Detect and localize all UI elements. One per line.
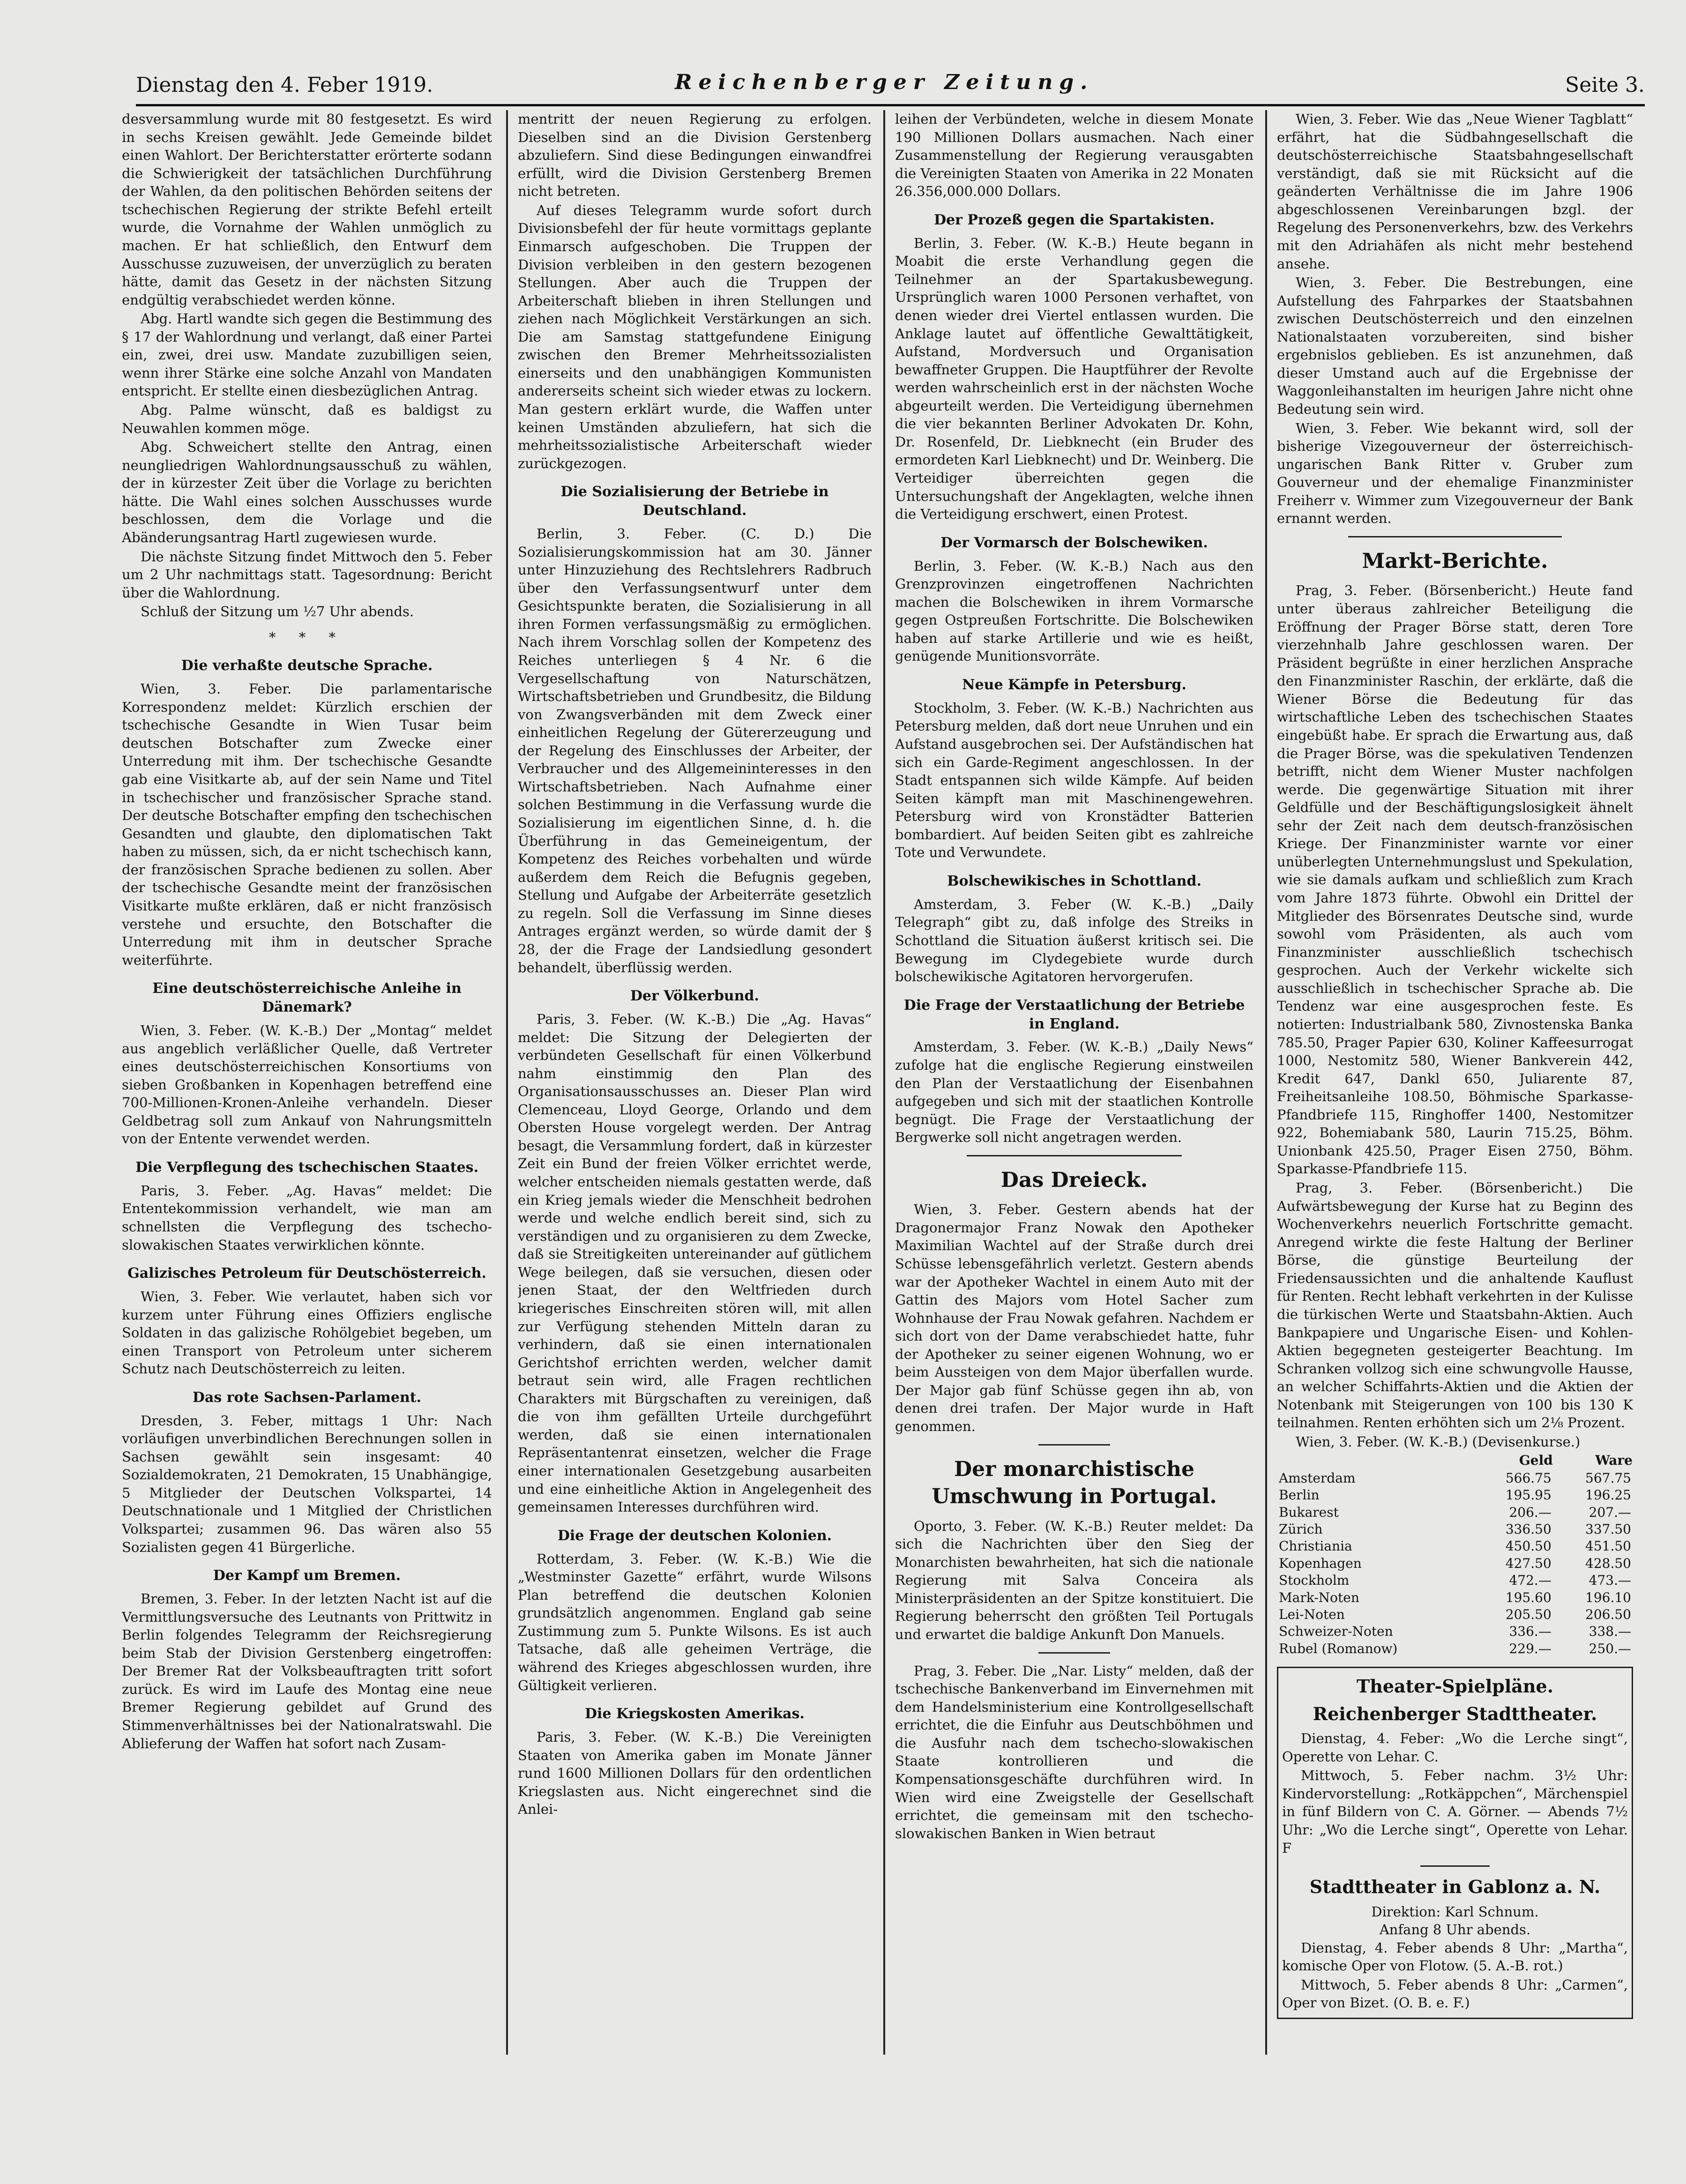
article-text: Stockholm, 3. Feber. (W. K.-B.) Nachrichten aus Petersburg melden, daß dort neue Unruhen und ein Aufstand ausgebrochen sei. Der Aufständischen hat sich ein Garde-Regiment angeschlossen. In der Stadt entspannen sich wilde Kämpfe. Auf beiden Seiten kämpft man mit Maschinengewehren. Petersburg wird von Kronstädter Batterien bombardiert. Auf beiden Seiten gibt es zahlreiche Tote und Verwundete. (895, 700, 1253, 861)
table-cell: Schweizer-Noten (1279, 1624, 1393, 1640)
table-cell: 337.50 (1585, 1521, 1631, 1537)
article-text: Abg. Hartl wandte sich gegen die Bestimmung des § 17 der Wahlordnung und verlangt, daß einer Partei ein, zwei, drei usw. Mandate zuzubilligen seien, wenn ihrer Stärke eine solche Anzahl von Mandaten entspricht. Er stellte einen diesbezüglichen Antrag. (122, 311, 492, 399)
table-cell: 336.— (1509, 1624, 1552, 1640)
page-number: Seite 3. (1565, 73, 1645, 97)
table-cell: 428.50 (1585, 1555, 1631, 1571)
article-text: Berlin, 3. Feber. (W. K.-B.) Nach aus den Grenzprovinzen eingetroffenen Nachrichten machen die Bolschewiken in ihrem Vormarsche gegen Ostpreußen Fortschritte. Die Bolschewiken haben auf starke Artillerie und wie es heißt, genügende Munitionsvorräte. (895, 558, 1253, 664)
headline-large: Der monarchistische Umschwung in Portugal. (932, 1457, 1217, 1509)
article-text: desversammlung wurde mit 80 festgesetzt. Es wird in sechs Kreisen gewählt. Jede Gemeinde bildet einen Wahlort. Der Berichterstatter erörterte sodann die Schwierigkeit der tatsächlichen Durchführung der Wahlen, da den politischen Behörden seitens der tschechischen Regierung der strikte Befehl erteilt wurde, die Vornahme der Wahlen unmöglich zu machen. Er hat schließlich, den Entwurf dem Ausschusse zuzuweisen, der unverzüglich zu beraten hätte, damit das Gesetz in der nächsten Sitzung endgültig verabschiedet werden könne. (122, 111, 492, 308)
column-divider (883, 110, 885, 2055)
table-row (1277, 1606, 1633, 1623)
table-cell: Mark-Noten (1279, 1589, 1359, 1605)
article-text: Berlin, 3. Feber. (C. D.) Die Sozialisierungskommission hat am 30. Jänner unter Hinzuziehung des Rechtslehrers Radbruch über den Verfassungsentwurf unter dem Gesichtspunkte beraten, die Sozialisierung in all ihren Formen verfassungsmäßig zu ermöglichen. Nach ihrem Vorschlag sollen der Kompetenz des Reiches unterliegen § 4 Nr. 6 die Vergesellschaftung von Naturschätzen, Wirtschaftsbetrieben und Grundbesitz, die Bildung von Zwangsverbänden mit dem Zweck einer einheitlichen Regelung der Gütererzeugung und der Regelung des Einschlusses der Arbeiter, der Verbraucher und des Allgemeininteresses in den Wirtschaftsbetrieben. Nach Aufnahme einer solchen Bestimmung in die Verfassung wurde die Sozialisierung im eigentlichen Sinne, d. h. die Überführung in das Gemeineigentum, der Kompetenz des Reiches vorbehalten und würde außerdem dem Reich die Befugnis gegeben, Stellung und Aufgabe der Arbeiterräte gesetzlich zu regeln. Soll die Verfassung im Sinne dieses Antrages ergänzt werden, so würde damit der § 28, der die Frage der Landsiedlung gesondert behandelt, überflüssig werden. (518, 526, 872, 976)
table-cell: Christiania (1279, 1538, 1352, 1554)
article-text: Wien, 3. Feber. (W. K.-B.) (Devisenkurse.) (1296, 1433, 1581, 1450)
playbill-entry: Dienstag, 4. Feber: „Wo die Lerche singt“, Operette von Lehar. C. (1282, 1730, 1628, 1765)
headline: Neue Kämpfe in Petersburg. (962, 676, 1186, 693)
article-text: Wien, 3. Feber. Wie das „Neue Wiener Tagblatt“ erfährt, hat die Südbahngesellschaft die deutschösterreichische Staatsbahngesellschaft verständigt, daß sie mit Rücksicht auf die geänderten Verhältnisse die im Jahre 1906 abgeschlossenen Vereinbarungen bzgl. der Regelung des Personenverkehrs, bzw. des Verkehrs mit den Adriahäfen als nicht mehr bestehend ansehe. (1277, 111, 1633, 272)
headline: Eine deutschösterreichische Anleihe in Dänemark? (152, 980, 462, 1016)
table-cell: 567.75 (1585, 1470, 1631, 1486)
article-text: Paris, 3. Feber. (W. K.-B.) Die „Ag. Havas“ meldet: Die Sitzung der Delegierten der verbündeten Gesellschaft für einen Völkerbund nahm einstimmig den Plan des Organisationsausschusses an. Dieser Plan wird Clemenceau, Lloyd George, Orlando und dem Obersten House vorgelegt werden. Der Antrag besagt, die Versammlung fordert, daß in kürzester Zeit ein Bund der freien Völker errichtet werde, welcher entscheiden niemals gestatten werde, daß ein Krieg jemals wieder die Menschheit bedrohen werde und welche endlich bereit sind, sich zu verständigen und zu organisieren zu dem Zwecke, daß sie Streitigkeiten untereinander auf gütlichem Wege beilegen, daß sie versuchen, diesen oder jenen Staat, der den Weltfrieden durch kriegerisches Einschreiten stören will, mit allen zur Verfügung stehenden Mitteln daran zu verhindern, daß sie einen internationalen Gerichtshof errichten werden, welcher damit betraut sein wird, alle Fragen rechtlichen Charakters mit Bürgschaften zu vereinigen, daß die von ihm gefällten Urteile durchgeführt werden, daß sie einen internationalen Repräsentantenrat einsetzen, welcher die Frage einer internationalen Gesetzgebung ausarbeiten und eine einheitliche Aktion in Angelegenheit des gemeinsamen Interesses durchführen wird. (518, 1011, 872, 1515)
column-divider (506, 110, 508, 2055)
article-text: Prag, 3. Feber. Die „Nar. Listy“ melden, daß der tschechische Bankenverband im Einvernehmen mit dem Handelsministerium eine Kontrollgesellschaft errichtet, die die Einfuhr aus Deutschböhmen und die Ausfuhr nach dem tschecho-slowakischen Staate kontrollieren und die Kompensationsgeschäfte durchführen wird. In Wien wird eine Zweigstelle der Gesellschaft errichtet, die gemeinsam mit den tschecho-slowakischen Banken in Wien betraut (895, 1662, 1253, 1841)
table-row (1277, 1555, 1633, 1572)
section-rule (967, 1155, 1182, 1156)
page-header (136, 70, 1645, 103)
column-4 (1277, 110, 1633, 2069)
theatre-name: Reichenberger Stadttheater. (1313, 1703, 1597, 1724)
article-text: Wien, 3. Feber. Wie bekannt wird, soll der bisherige Vizegouverneur der österreichisch-ungarischen Bank Ritter v. Gruber zum Gouverneur und der ehemalige Finanzminister Freiherr v. Wimmer zum Vizegouverneur der Bank ernannt werden. (1277, 420, 1633, 527)
section-rule (1038, 1652, 1110, 1654)
table-cell: 207.— (1589, 1504, 1631, 1520)
article-text: Wien, 3. Feber. Gestern abends hat der Dragonermajor Franz Nowak den Apotheker Maximilian Wachtel auf der Straße durch drei Schüsse lebensgefährlich verletzt. Gestern abends war der Apotheker Wachtel in einem Auto mit der Gattin des Majors vom Hotel Sacher zum Wohnhause der Frau Nowak gefahren. Nachdem er sich dort von der Dame verabschiedet hatte, fuhr der Apotheker zu seiner eigenen Wohnung, wo er beim Aussteigen von dem Major überfallen wurde. Der Major gab fünf Schüsse gegen ihn ab, von denen drei trafen. Der Major wurde in Haft genommen. (895, 1201, 1253, 1435)
table-cell: 229.— (1509, 1640, 1552, 1656)
table-row (1277, 1572, 1633, 1589)
table-cell: Zürich (1279, 1521, 1323, 1537)
article-text: mentritt der neuen Regierung zu erfolgen. Dieselben sind an die Division Gerstenberg abzuliefern. Sind diese Bedingungen einwandfrei erfüllt, wird die Division Gerstenberg Bremen nicht betreten. (518, 111, 872, 200)
article-text: leihen der Verbündeten, welche in diesem Monate 190 Millionen Dollars ausmachen. Nach einer Zusammenstellung der Regierung verausgabten die Vereinigten Staaten von Amerika in 22 Monaten 26.356,000.000 Dollars. (895, 111, 1253, 200)
table-cell: 338.— (1589, 1624, 1631, 1640)
headline: Der Völkerbund. (630, 988, 759, 1005)
headline: Die Kriegskosten Amerikas. (585, 1706, 805, 1722)
table-cell: 566.75 (1505, 1470, 1552, 1486)
table-cell: 473.— (1589, 1573, 1631, 1588)
headline: Die Frage der Verstaatlichung der Betriebe in England. (903, 997, 1245, 1032)
headline: Der Vormarsch der Bolschewiken. (940, 534, 1208, 551)
table-cell: 196.10 (1585, 1589, 1631, 1605)
article-text: Bremen, 3. Feber. In der letzten Nacht ist auf die Vermittlungsversuche des Leutnants von Prittwitz in Berlin folgendes Telegramm der Reichsregierung beim Stab der Division Gerstenberg eingetroffen: Der Bremer Rat der Volksbeauftragten tritt sofort zurück. Es wird im Laufe des Montag eine neue Bremer Regierung gebildet auf Grund des Stimmenverhältnisses bei der Nationalratswahl. Die Ablieferung der Waffen hat sofort nach Zusam- (122, 1591, 492, 1752)
headline: Die Sozialisierung der Betriebe in Deutschland. (560, 484, 829, 519)
header-rule (136, 104, 1645, 106)
table-cell: 206.50 (1585, 1606, 1631, 1622)
article-text: Paris, 3. Feber. (W. K.-B.) Die Vereinigten Staaten von Amerika gaben im Monate Jänner rund 1600 Millionen Dollars für den ordentlichen Kriegslasten aus. Nicht eingerechnet sind die Anlei- (518, 1729, 872, 1818)
section-title: Theater-Spielpläne. (1357, 1676, 1553, 1697)
article-text: Prag, 3. Feber. (Börsenbericht.) Die Aufwärtsbewegung der Kurse hat zu Beginn des Wochenverkehrs neuerlich Fortschritte gemacht. Anregend wirkte die feste Haltung der Berliner Börse, die günstige Beurteilung der Friedensaussichten und die anhaltende Kauflust für Renten. Recht lebhaft verkehrten in der Kulisse die türkischen Werte und Staatsbahn-Aktien. Auch Bankpapiere und Ungarische Eisen- und Kohlen-Aktien begegneten gesteigerter Beachtung. Im Schranken vollzog sich eine schwungvolle Hausse, an welcher Schiffahrts-Aktien und die Aktien der Notenbank mit Steigerungen von 100 bis 130 K teilnahmen. Renten erhöhten sich um 2⅛ Prozent. (1277, 1180, 1633, 1431)
table-cell: 195.60 (1505, 1589, 1552, 1605)
table-header-cell (1277, 1452, 1474, 1469)
table-cell: Kopenhagen (1279, 1555, 1362, 1571)
article-text: Amsterdam, 3. Feber. (W. K.-B.) „Daily News“ zufolge hat die englische Regierung einstweilen den Plan der Verstaatlichung der Eisenbahnen aufgegeben und sich mit der staatlichen Kontrolle begnügt. Die Frage der Verstaatlichung der Bergwerke soll nicht angetragen werden. (895, 1039, 1253, 1146)
table-cell: Rubel (Romanow) (1279, 1640, 1398, 1656)
table-row (1277, 1521, 1633, 1538)
headline-large: Das Dreieck. (1000, 1168, 1148, 1192)
column-divider (1265, 110, 1267, 2055)
table-row (1277, 1589, 1633, 1606)
table-cell: Lei-Noten (1279, 1606, 1345, 1622)
headline: Die Frage der deutschen Kolonien. (557, 1527, 832, 1544)
table-cell: 450.50 (1505, 1538, 1552, 1554)
table-cell: 196.25 (1585, 1487, 1631, 1503)
table-row (1277, 1538, 1633, 1555)
article-text: Auf dieses Telegramm wurde sofort durch Divisionsbefehl der für heute vormittags geplante Einmarsch aufgeschoben. Die Truppen der Division verbleiben in den gestern bezogenen Stellungen. Aber auch die Truppen der Arbeiterschaft blieben in ihren Stellungen und ziehen nach Möglichkeit Verstärkungen an sich. Die am Samstag stattgefundene Einigung zwischen den Bremer Mehrheitssozialisten einerseits und den unabhängigen Kommunisten andererseits scheint sich wieder etwas zu lockern. Man gestern erklärt wurde, die Waffen unter keinen Umständen abzuliefern, hat sich die mehrheitssozialistische Arbeiterschaft wieder zurückgezogen. (518, 202, 872, 471)
table-cell: Berlin (1279, 1487, 1320, 1503)
table-cell: Amsterdam (1279, 1470, 1356, 1486)
table-cell: 205.50 (1505, 1606, 1552, 1622)
theatre-name: Stadttheater in Gablonz a. N. (1309, 1876, 1601, 1898)
exchange-rate-table (1277, 1452, 1633, 1657)
article-text: Wien, 3. Feber. Die parlamentarische Korrespondenz meldet: Kürzlich erschien der tschechische Gesandte in Wien Tusar beim deutschen Botschafter zum Zwecke einer Unterredung mit ihm. Der tschechische Gesandte gab eine Visitkarte ab, auf der sein Name und Titel in tschechischer und französischer Sprache stand. Der deutsche Botschafter empfing den tschechischen Gesandten und glaubte, den diplomatischen Takt haben zu müssen, sich, da er nicht tschechisch kann, der französischen Sprache bedienen zu sollen. Aber der tschechische Gesandte meint der französischen Visitkarte mußte erklären, daß er nicht französisch verstehe und ersuchte, den Botschafter die Unterredung mit ihm in deutscher Sprache weiterführte. (122, 681, 492, 968)
table-cell: Bukarest (1279, 1504, 1339, 1520)
table-row (1277, 1640, 1633, 1657)
article-text: Paris, 3. Feber. „Ag. Havas“ meldet: Die Ententekommission verhandelt, wie man am schnellsten die Verpflegung des tschecho-slowakischen Staates verwirklichen könnte. (122, 1182, 492, 1253)
theatre-direction: Direktion: Karl Schnum. (1371, 1903, 1539, 1920)
headline: Galizisches Petroleum für Deutschösterreich. (127, 1265, 486, 1282)
column-3 (895, 110, 1253, 2069)
table-row (1277, 1487, 1633, 1504)
article-text: Rotterdam, 3. Feber. (W. K.-B.) Wie die „Westminster Gazette“ erfährt, wurde Wilsons Plan betreffend die deutschen Kolonien grundsätzlich angenommen. England gab seine Zustimmung zum 5. Punkte Wilsons. Es ist auch Tatsache, daß alle geheimen Verträge, die während des Krieges abgeschlossen wurden, ihre Gültigkeit verlieren. (518, 1550, 872, 1693)
article-text: Abg. Schweichert stellte den Antrag, einen neungliedrigen Wahlordnungsausschuß zu wählen, der in kürzester Zeit über die Vorlage zu berichten hätte. Die Wahl eines solchen Ausschusses wurde beschlossen, dem die Vorlage und die Abänderungsantrag Hartl zugewiesen wurde. (122, 439, 492, 545)
table-header-row (1277, 1452, 1633, 1469)
masthead: Reichenberger Zeitung. (675, 70, 1094, 94)
article-text: Wien, 3. Feber. Die Bestrebungen, eine Aufstellung des Fahrparkes der Staatsbahnen zwischen Deutschösterreich und den einzelnen Nationalstaaten vorzubereiten, sind bisher ergebnislos geblieben. Es ist anzunehmen, daß dieser Umstand auch auf die Ergebnisse der Waggonleihanstalten im heurigen Jahre nicht ohne Bedeutung sein wird. (1277, 275, 1633, 417)
table-cell: 451.50 (1585, 1538, 1631, 1554)
article-text: Die nächste Sitzung findet Mittwoch den 5. Feber um 2 Uhr nachmittags statt. Tagesordnung: Bericht über die Wahlordnung. (122, 548, 492, 601)
table-cell: 427.50 (1505, 1555, 1552, 1571)
headline: Bolschewikisches in Schottland. (947, 872, 1201, 889)
table-cell: 206.— (1509, 1504, 1552, 1520)
table-cell: Stockholm (1279, 1573, 1350, 1588)
article-text: Wien, 3. Feber. (W. K.-B.) Der „Montag“ meldet aus angeblich verläßlicher Quelle, daß Vertreter eines deutschösterreichischen Konsortiums von sieben Großbanken in Kopenhagen betreffend eine 700-Millionen-Kronen-Anleihe verhandeln. Dieser Geldbetrag soll zum Ankauf von Nahrungsmitteln von der Entente verwendet werden. (122, 1022, 492, 1147)
article-text: Oporto, 3. Feber. (W. K.-B.) Reuter meldet: Da sich die Nachrichten über den Sieg der Monarchisten bewahrheiten, hat sich die nationale Regierung mit Salva Conceira als Ministerpräsidenten an der Spitze konstituiert. Die Regierung beherrscht den größten Teil Portugals und erwartet die baldige Ankunft Don Manuels. (895, 1518, 1253, 1643)
table-cell: 336.50 (1505, 1521, 1552, 1537)
article-text: Amsterdam, 3. Feber (W. K.-B.) „Daily Telegraph“ gibt zu, daß infolge des Streiks in Schottland die Situation äußerst kritisch sei. Die Bewegung im Clydegebiete wurde durch bolschewikische Agitatoren hervorgerufen. (895, 896, 1253, 985)
headline: Der Prozeß gegen die Spartakisten. (934, 211, 1215, 228)
table-row (1277, 1470, 1633, 1487)
playbill-entry: Mittwoch, 5. Feber nachm. 3½ Uhr: Kindervorstellung: „Rotkäppchen“, Märchenspiel in fünf Bildern von C. A. Görner. — Abends 7½ Uhr: „Wo die Lerche singt“, Operette von Lehar. F (1282, 1767, 1628, 1856)
section-rule (1038, 1444, 1110, 1446)
section-stars: * * * (269, 629, 345, 645)
article-text: Berlin, 3. Feber. (W. K.-B.) Heute begann in Moabit die erste Verhandlung gegen die Teilnehmer an der Spartakusbewegung. Ursprünglich waren 1000 Personen verhaftet, von denen wieder drei Viertel entlassen wurden. Die Anklage lautet auf öffentliche Gewalttätigkeit, Aufstand, Mordversuch und Organisation bewaffneter Gruppen. Die Hauptführer der Revolte werden wahrscheinlich erst in der nächsten Woche abgeurteilt werden. Die Verteidigung übernehmen die vier bekannten Berliner Advokaten Dr. Kohn, Dr. Rosenfeld, Dr. Liebknecht (ein Bruder des ermordeten Karl Liebknecht) und Dr. Weinberg. Die Verteidiger überreichten gegen die Untersuchungshaft der Angeklagten, welche ihnen die Verteidigung erschwert, einen Protest. (895, 235, 1253, 522)
table-header-cell: Geld (1519, 1453, 1553, 1468)
article-text: Abg. Palme wünscht, daß es baldigst zu Neuwahlen kommen möge. (122, 402, 492, 436)
column-1 (122, 110, 492, 2069)
table-cell: 472.— (1509, 1573, 1552, 1588)
article-text: Dresden, 3. Feber, mittags 1 Uhr: Nach vorläufigen unverbindlichen Berechnungen sollen in Sachsen gewählt sein insgesamt: 40 Sozialdemokraten, 21 Demokraten, 15 Unabhängige, 5 Mitglieder der Deutschen Volkspartei, 14 Deutschnationale und 1 Mitglied der Christlichen Volkspartei; zusammen 96. Das wären also 55 Sozialisten gegen 41 Bürgerliche. (122, 1412, 492, 1555)
theatre-start-time: Anfang 8 Uhr abends. (1379, 1922, 1531, 1938)
section-rule (1420, 1865, 1490, 1867)
theatre-box (1277, 1667, 1633, 2019)
table-cell: 195.95 (1505, 1487, 1552, 1503)
issue-date: Dienstag den 4. Feber 1919. (136, 73, 433, 97)
article-text: Schluß der Sitzung um ½7 Uhr abends. (141, 604, 414, 620)
column-2 (518, 110, 872, 2069)
table-header-cell: Ware (1595, 1453, 1633, 1468)
table-row (1277, 1623, 1633, 1640)
section-rule (1348, 536, 1562, 537)
table-row (1277, 1504, 1633, 1521)
article-text: Wien, 3. Feber. Wie verlautet, haben sich vor kurzem unter Führung eines Offiziers englische Soldaten in das galizische Rohölgebiet begeben, um einen Transport von Petroleum unter sicherem Schutz nach Deutschösterreich zu leiten. (122, 1288, 492, 1377)
headline: Die Verpflegung des tschechischen Staates. (135, 1159, 479, 1176)
playbill-entry: Mittwoch, 5. Feber abends 8 Uhr: „Carmen“, Oper von Bizet. (O. B. e. F.) (1282, 1976, 1628, 2011)
playbill-entry: Dienstag, 4. Feber abends 8 Uhr: „Martha“, komische Oper von Flotow. (5. A.-B. rot.) (1282, 1939, 1628, 1974)
table-cell: 250.— (1589, 1640, 1631, 1656)
section-title: Markt-Berichte. (1362, 549, 1548, 573)
article-text: Prag, 3. Feber. (Börsenbericht.) Heute fand unter überaus zahlreicher Beteiligung die Eröffnung der Prager Börse statt, deren Tore vierzehnhalb Jahre geschlossen waren. Der Präsident begrüßte in einer herzlichen Ansprache den Finanzminister Raschin, der erklärte, daß die Wiener Börse die Bedeutung für das wirtschaftliche Leben des tschechischen Staates eingebüßt habe. Er sprach die Erwartung aus, daß die Prager Börse, was die spekulativen Tendenzen betrifft, nicht dem Wiener Muster nachfolgen werde. Die gegenwärtige Situation mit ihrer Geldfülle und der Beschäftigungslosigkeit ähnelt sehr der Zeit nach dem deutsch-französischen Kriege. Der Finanzminister warnte vor einer unüberlegten Unternehmungslust und Spekulation, wie sie damals aufkam und schließlich zum Krach vom Jahre 1873 führte. Obwohl ein Drittel der Mitglieder des Börsenrates Deutsche sind, wurde sowohl vom Präsidenten, als auch vom Finanzminister ausschließlich tschechisch gesprochen. Auch der Verkehr wickelte sich ausschließlich in tschechischer Sprache ab. Die Tendenz war eine ausgesprochen feste. Es notierten: Industrialbank 580, Zivnostenska Banka 785.50, Prager Papier 630, Koliner Kaffeesurrogat 1000, Nestomitz 580, Wiener Bankverein 442, Kredit 647, Dankl 650, Juliarente 87, Freiheitsanleihe 108.50, Böhmische Sparkasse-Pfandbriefe 115, Ringhoffer 1400, Nestomitzer 922, Bohemiabank 580, Laurin 715.25, Böhm. Unionbank 425.50, Prager Eisen 2750, Böhm. Sparkasse-Pfandbriefe 115. (1277, 582, 1633, 1177)
headline: Die verhaßte deutsche Sprache. (181, 657, 433, 674)
headline: Der Kampf um Bremen. (213, 1567, 401, 1584)
headline: Das rote Sachsen-Parlament. (192, 1389, 422, 1406)
